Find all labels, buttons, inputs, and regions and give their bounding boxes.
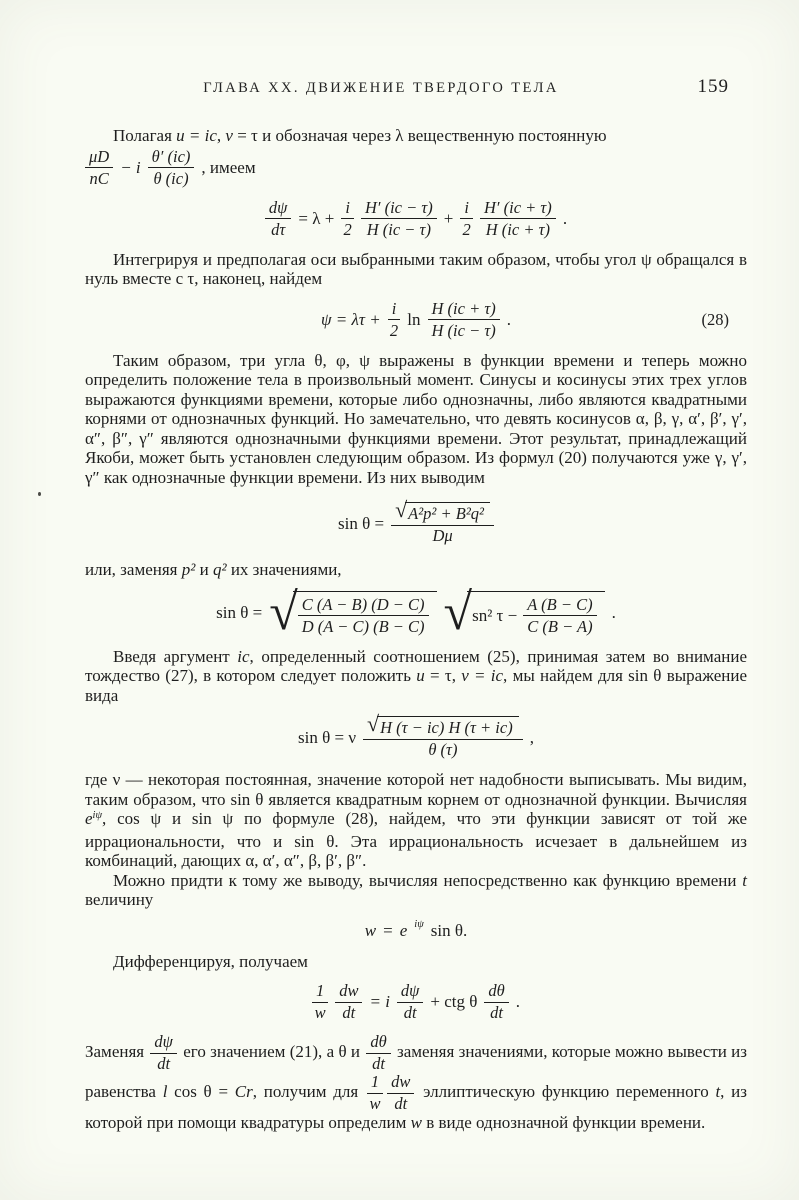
denominator: dτ xyxy=(271,219,286,239)
text-run: заменяя значениями, которые можно вывести из равенства l cos θ = Cr, получим для xyxy=(85,1041,747,1101)
fraction xyxy=(361,199,437,239)
formula-lhs: ψ = λτ + xyxy=(320,309,381,329)
denominator: H (ic − τ) xyxy=(431,320,496,340)
punctuation: . xyxy=(562,208,568,228)
fraction xyxy=(388,300,401,340)
chapter-title: ГЛАВА XX. ДВИЖЕНИЕ ТВЕРДОГО ТЕЛА xyxy=(203,80,559,96)
fraction xyxy=(298,596,429,636)
numerator: dψ xyxy=(150,1033,177,1054)
text-run: эллиптическую функцию переменного t, из которой при помощи квадратуры определим w в виде однозначной функции времени. xyxy=(85,1081,747,1132)
denominator: H (ic + τ) xyxy=(485,219,550,239)
denominator: θ (τ) xyxy=(428,740,458,759)
numerator: 1 xyxy=(367,1073,383,1094)
numerator: i xyxy=(460,199,473,220)
denominator: w xyxy=(369,1094,381,1113)
radicand xyxy=(467,591,605,636)
denominator: C (B − A) xyxy=(527,616,593,636)
sn-term: sn² τ − xyxy=(472,605,518,625)
punctuation: . xyxy=(611,603,616,622)
fraction xyxy=(480,199,556,239)
paragraph-takim-obrazom: Таким образом, три угла θ, φ, ψ выражены в функции времени и теперь можно определить положение тела в произвольный момент. Синусы и косинусы этих трех углов выражаются функциями времени, которые либо однозначны, либо являются квадратными корнями от однозначных функций. Но замечательно, что девять косинусов α, β, γ, α′, β′, γ′, α″, β″, γ″ являются однозначными функциями времени. Этот результат, принадлежащий Якоби, может быть установлен следующим образом. Из формул (20) получаются уже γ, γ′, γ″ как однозначные функции времени. Из них выводим xyxy=(85,350,747,487)
numerator: H (ic + τ) xyxy=(428,300,500,321)
operator: − i xyxy=(120,157,141,177)
fraction xyxy=(85,148,113,188)
equation-28 xyxy=(85,300,747,340)
radical-sign: √ xyxy=(367,711,380,736)
punctuation: . xyxy=(506,309,511,329)
page-number: 159 xyxy=(697,76,729,97)
fraction xyxy=(387,1073,414,1113)
numerator: H′ (ic − τ) xyxy=(361,199,437,220)
equation-sin-theta-2 xyxy=(85,583,747,641)
formula-lhs: sin θ = ν xyxy=(298,727,357,747)
page-content xyxy=(85,76,747,1133)
paragraph-polagaya: Полагая u = ic, v = τ и обозначая через λ вещественную постоянную xyxy=(113,126,607,145)
denominator: 2 xyxy=(462,219,471,239)
denominator: dt xyxy=(403,1003,417,1022)
numerator: μD xyxy=(85,148,113,169)
fraction xyxy=(335,982,362,1022)
denominator: w xyxy=(314,1003,326,1022)
fraction xyxy=(391,497,494,545)
punctuation: , xyxy=(529,727,534,747)
text-run: его значением (21), а θ и xyxy=(178,1041,365,1061)
fraction xyxy=(484,982,508,1022)
fraction xyxy=(523,596,596,636)
numerator: dψ xyxy=(265,199,292,220)
paragraph-zamenyaya xyxy=(85,1033,747,1133)
fraction xyxy=(341,199,354,239)
operator: + xyxy=(443,208,454,228)
scan-speck xyxy=(38,492,41,496)
fraction xyxy=(367,1073,383,1113)
fraction xyxy=(150,1033,177,1073)
numerator: 1 xyxy=(312,982,328,1003)
equation-number: (28) xyxy=(701,309,729,329)
denominator: θ (ic) xyxy=(153,168,189,188)
numerator: i xyxy=(341,199,354,220)
numerator: A (B − C) xyxy=(523,596,596,617)
paragraph-vvedya-argument: Введя аргумент ic, определенный соотношением (25), принимая затем во внимание тождество (27), в котором следует положить u = τ, v = ic, мы найдем для sin θ выражение вида xyxy=(85,646,747,705)
radical-sign: √ xyxy=(443,583,473,641)
paragraph-differentsiruya: Дифференцируя, получаем xyxy=(113,951,308,971)
denominator: dt xyxy=(394,1094,408,1113)
fraction xyxy=(148,148,195,188)
denominator: 2 xyxy=(343,219,352,239)
numerator: θ′ (ic) xyxy=(148,148,195,169)
fraction xyxy=(397,982,424,1022)
radicand: H (τ − ic) H (τ + ic) xyxy=(377,716,519,737)
denominator: dt xyxy=(342,1003,356,1022)
denominator: dt xyxy=(372,1054,385,1073)
square-root xyxy=(443,583,605,641)
numerator: dθ xyxy=(366,1033,390,1054)
numerator: i xyxy=(388,300,401,321)
fraction xyxy=(265,199,292,239)
punctuation: . xyxy=(515,992,521,1011)
ctg-term: + ctg θ xyxy=(430,992,478,1011)
denominator: nC xyxy=(89,168,109,188)
numerator: C (A − B) (D − C) xyxy=(298,596,429,617)
numerator: dw xyxy=(335,982,362,1003)
inline-formula-lambda-definition xyxy=(85,148,747,188)
denominator: 2 xyxy=(389,320,399,340)
denominator: dt xyxy=(490,1003,504,1022)
numerator: dθ xyxy=(484,982,508,1003)
radicand: A²p² + B²q² xyxy=(405,502,490,523)
paragraph-integriruya: Интегрируя и предполагая оси выбранными таким образом, чтобы угол ψ обращался в нуль вместе с τ, наконец, найдем xyxy=(85,249,747,288)
numerator: H′ (ic + τ) xyxy=(480,199,556,220)
formula-lhs: sin θ = xyxy=(216,603,263,622)
fraction xyxy=(428,300,500,340)
equation-w-definition: w = e iψ sin θ. xyxy=(364,919,468,940)
ln-function: ln xyxy=(407,309,421,329)
formula-lhs: sin θ = xyxy=(338,513,385,533)
paragraph-gde-nu: где ν — некоторая постоянная, значение которой нет надобности выписывать. Мы видим, таким образом, что sin θ является квадратным корнем от однозначной функции. Вычисляя $e^{i\psi}$, cos ψ и sin ψ по формуле (28), найдем, что эти функции зависят от той же иррациональности, что и sin θ. Эта иррациональность исчезает в дальнейшем из комбинаций, дающих α, α′, α″, β, β′, β″. xyxy=(85,770,747,870)
denominator: H (ic − τ) xyxy=(366,219,431,239)
fraction xyxy=(363,711,523,759)
denominator: dt xyxy=(157,1054,171,1073)
radical-sign: √ xyxy=(269,583,298,641)
numerator xyxy=(391,497,494,526)
operator: = λ + xyxy=(298,208,335,228)
formula-tail-text: , имеем xyxy=(201,157,256,177)
square-root xyxy=(269,583,436,641)
fraction xyxy=(366,1033,390,1073)
equation-sin-theta-1 xyxy=(85,497,747,545)
denominator: Dμ xyxy=(432,526,453,545)
square-root xyxy=(367,711,519,737)
equation-sin-theta-3 xyxy=(85,711,747,759)
equation-log-derivative xyxy=(85,982,747,1022)
denominator: D (A − C) (B − C) xyxy=(301,616,425,636)
radicand xyxy=(293,591,437,636)
text-run: Заменяя xyxy=(85,1041,149,1061)
operator: = i xyxy=(369,992,390,1011)
fraction xyxy=(312,982,328,1022)
equation-dpsi-dtau xyxy=(85,199,747,239)
numerator: dψ xyxy=(397,982,424,1003)
paragraph-ili-zamenyaya: или, заменяя p² и q² их значениями, xyxy=(85,560,342,579)
paragraph-mozhno-pridti: Можно придти к тому же выводу, вычисляя непосредственно как функцию времени t величину xyxy=(85,870,747,909)
radical-sign: √ xyxy=(395,497,408,522)
numerator xyxy=(363,711,523,740)
numerator: dw xyxy=(387,1073,414,1094)
square-root xyxy=(395,497,490,523)
fraction xyxy=(460,199,473,239)
running-head xyxy=(85,76,747,102)
